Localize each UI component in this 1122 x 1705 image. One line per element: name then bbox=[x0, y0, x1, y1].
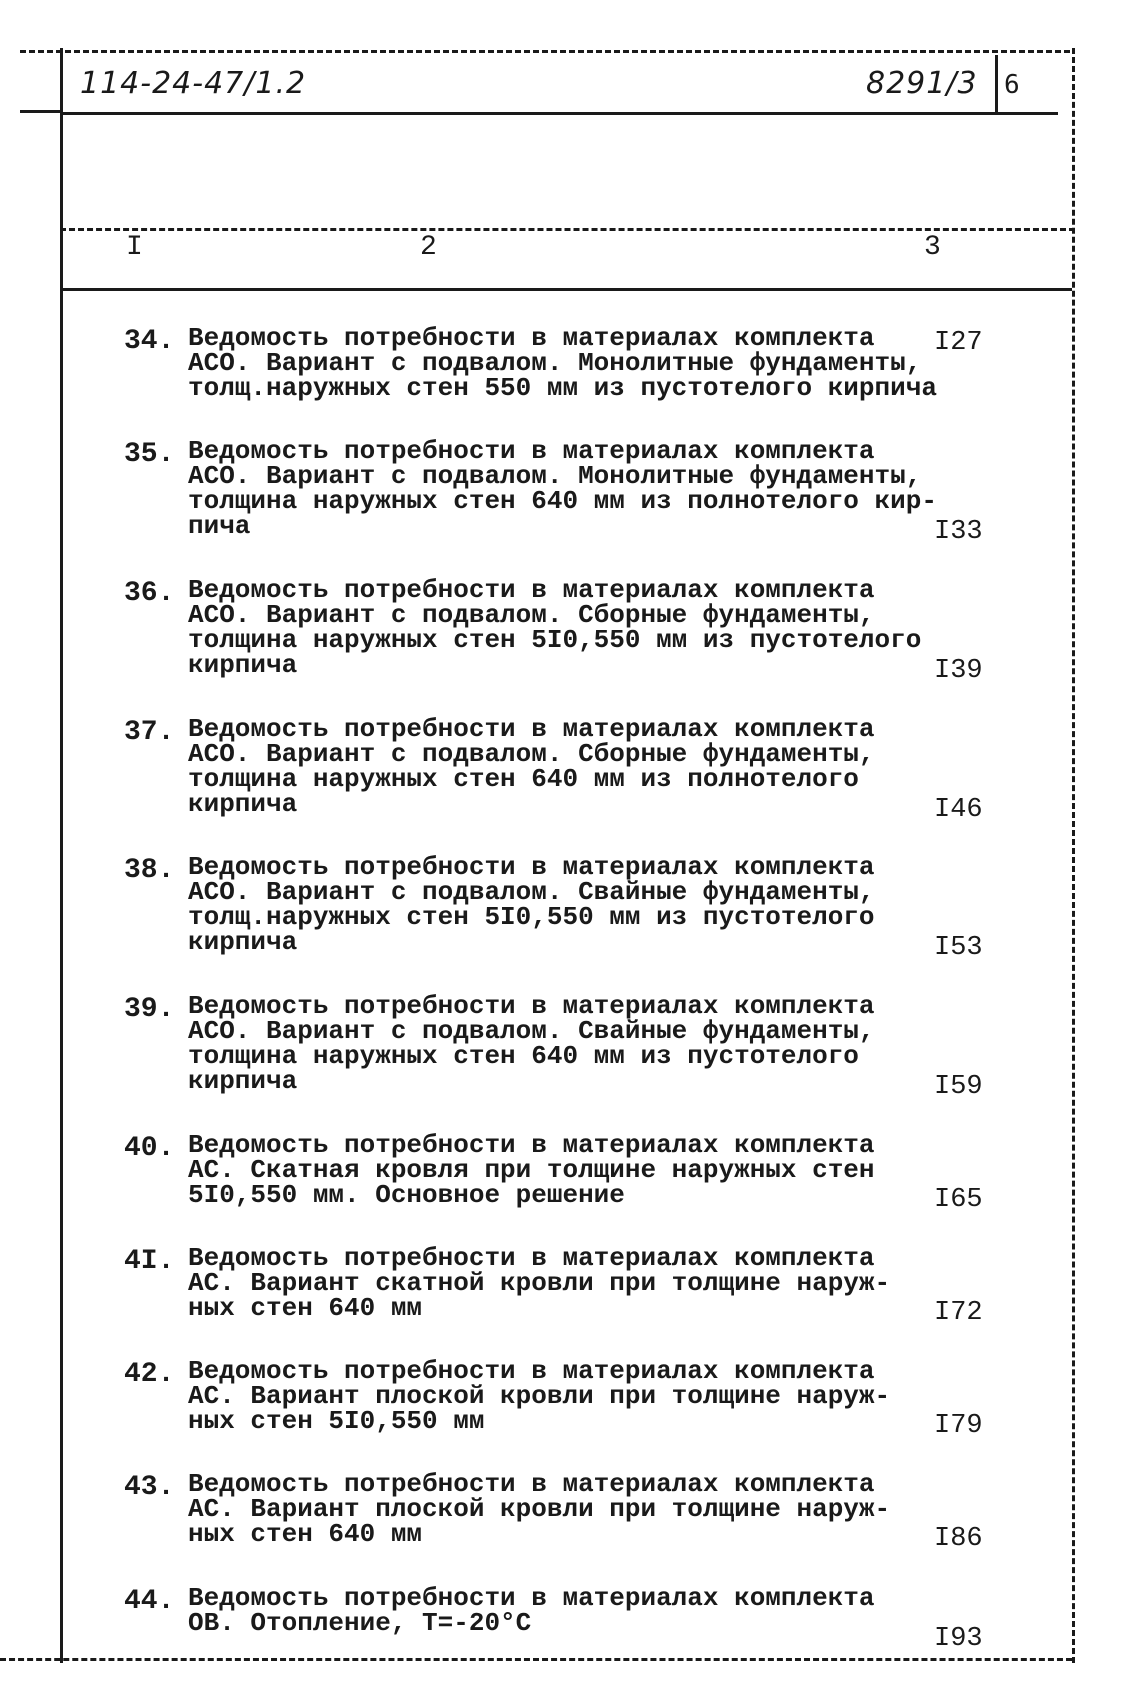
column-header-3: 3 bbox=[924, 232, 941, 263]
item-title: Ведомость потребности в материалах комплекта АСО. Вариант с подвалом. Сборные фундаменты, толщина наружных стен 640 мм из полнотелого кирпича bbox=[188, 714, 875, 819]
item-page: I59 bbox=[934, 1072, 983, 1102]
item-title: Ведомость потребности в материалах комплекта АСО. Вариант с подвалом. Сборные фундаменты, толщина наружных стен 5I0,550 мм из пустотелого кирпича bbox=[188, 575, 922, 680]
item-title: Ведомость потребности в материалах комплекта АС. Вариант плоской кровли при толщине наруж- ных стен 5I0,550 мм bbox=[188, 1356, 891, 1436]
frame-bottom-line bbox=[0, 1658, 1072, 1661]
item-title: Ведомость потребности в материалах комплекта АСО. Вариант с подвалом. Свайные фундаменты, толщина наружных стен 640 мм из пустотелого кирпича bbox=[188, 991, 875, 1096]
item-title: Ведомость потребности в материалах комплекта АСО. Вариант с подвалом. Свайные фундаменты, толщ.наружных стен 5I0,550 мм из пустотелого кирпича bbox=[188, 852, 875, 957]
item-title: Ведомость потребности в материалах комплекта АС. Скатная кровля при толщине наружных стен 5I0,550 мм. Основное решение bbox=[188, 1130, 875, 1210]
column-header-top-line bbox=[60, 228, 1075, 231]
item-page: I72 bbox=[934, 1298, 983, 1328]
item-page: I93 bbox=[934, 1624, 983, 1654]
item-title: Ведомость потребности в материалах комплекта ОВ. Отопление, Т=-20°С bbox=[188, 1583, 875, 1638]
item-number: 42. bbox=[124, 1359, 175, 1390]
item-number: 36. bbox=[124, 578, 175, 609]
item-page: I86 bbox=[934, 1524, 983, 1554]
item-page: I79 bbox=[934, 1411, 983, 1441]
item-number: 40. bbox=[124, 1133, 175, 1164]
header-separator-line bbox=[60, 112, 1058, 115]
item-title: Ведомость потребности в материалах комплекта АС. Вариант скатной кровли при толщине наруж- ных стен 640 мм bbox=[188, 1243, 891, 1323]
item-page: I33 bbox=[934, 517, 983, 547]
item-number: 4I. bbox=[124, 1246, 175, 1277]
item-title: Ведомость потребности в материалах комплекта АСО. Вариант с подвалом. Монолитные фундаменты, толщина наружных стен 640 мм из полнотелого кир- пича bbox=[188, 436, 937, 541]
item-number: 34. bbox=[124, 326, 175, 357]
item-title: Ведомость потребности в материалах комплекта АСО. Вариант с подвалом. Монолитные фундаменты, толщ.наружных стен 550 мм из пустотелого кирпича bbox=[188, 323, 937, 403]
document-code: 114-24-47/1.2 bbox=[80, 66, 307, 101]
item-page: I27 bbox=[934, 328, 983, 358]
sheet-reference: 8291/3 bbox=[866, 66, 978, 101]
column-header-bottom-line bbox=[60, 288, 1072, 291]
item-page: I39 bbox=[934, 656, 983, 686]
item-page: I65 bbox=[934, 1185, 983, 1215]
frame-top-line bbox=[20, 50, 1070, 53]
page-number: 6 bbox=[1004, 70, 1020, 100]
item-page: I53 bbox=[934, 933, 983, 963]
column-header-1: I bbox=[126, 232, 143, 263]
item-number: 35. bbox=[124, 439, 175, 470]
frame-left-stub bbox=[20, 110, 62, 113]
item-number: 44. bbox=[124, 1586, 175, 1617]
item-title: Ведомость потребности в материалах комплекта АС. Вариант плоской кровли при толщине наруж- ных стен 640 мм bbox=[188, 1469, 891, 1549]
item-number: 39. bbox=[124, 994, 175, 1025]
item-number: 38. bbox=[124, 855, 175, 886]
item-number: 43. bbox=[124, 1472, 175, 1503]
item-number: 37. bbox=[124, 717, 175, 748]
item-page: I46 bbox=[934, 795, 983, 825]
sheet-number-divider bbox=[995, 55, 998, 113]
frame-right-line bbox=[1072, 48, 1075, 1663]
column-header-2: 2 bbox=[420, 232, 437, 263]
